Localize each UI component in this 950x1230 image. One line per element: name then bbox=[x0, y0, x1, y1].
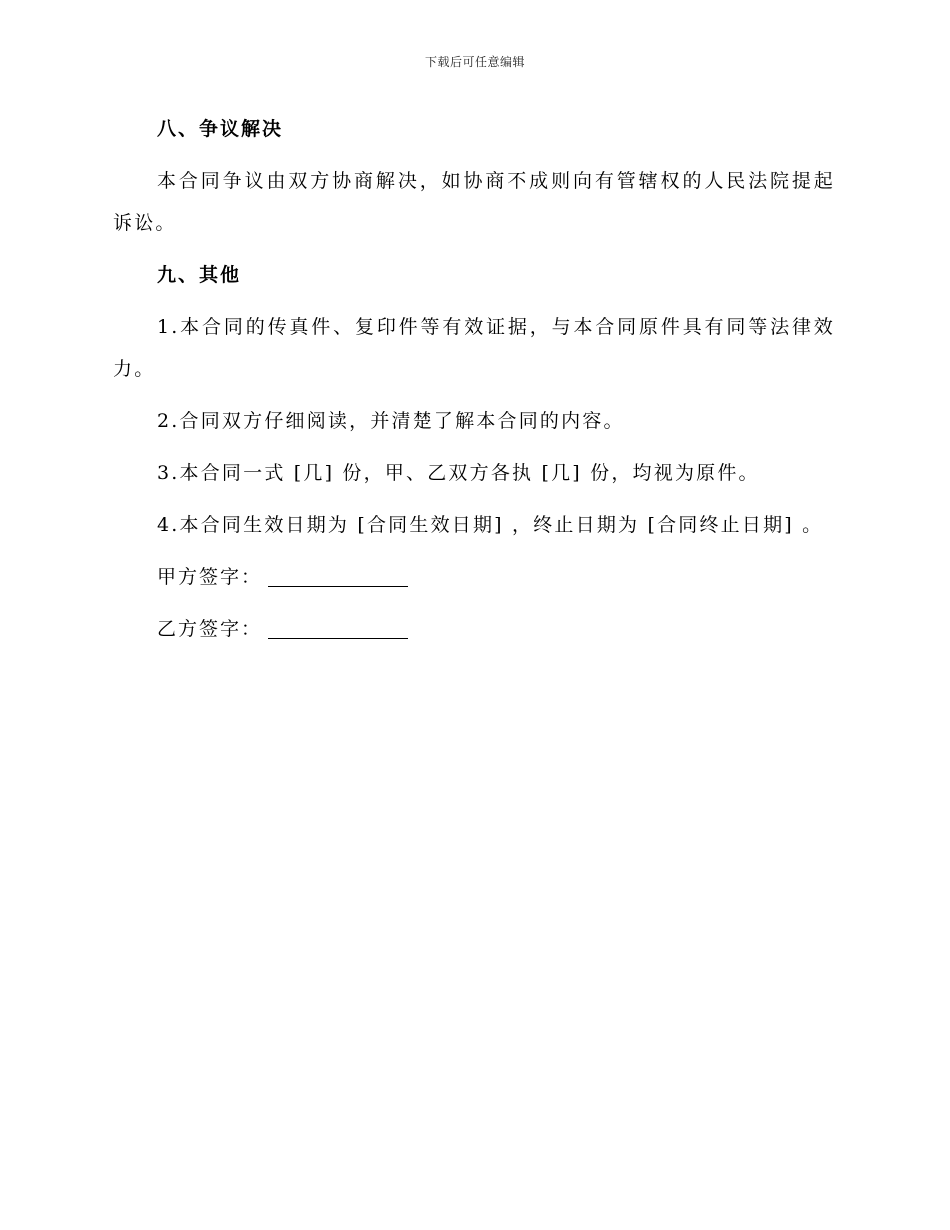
dispute-resolution-paragraph: 本合同争议由双方协商解决，如协商不成则向有管辖权的人民法院提起诉讼。 bbox=[113, 170, 835, 234]
other-item-3: 3.本合同一式 [几] 份，甲、乙双方各执 [几] 份，均视为原件。 bbox=[157, 462, 760, 484]
other-item-1: 1.本合同的传真件、复印件等有效证据，与本合同原件具有同等法律效力。 bbox=[113, 316, 835, 380]
party-b-signature-line bbox=[113, 608, 835, 650]
party-b-signature-label: 乙方签字： bbox=[157, 618, 263, 640]
document-body bbox=[113, 108, 835, 660]
other-item-2: 2.合同双方仔细阅读，并清楚了解本合同的内容。 bbox=[157, 410, 625, 432]
section-heading-dispute-resolution: 八、争议解决 bbox=[157, 118, 284, 140]
other-item-4: 4.本合同生效日期为 [合同生效日期] ，终止日期为 [合同终止日期] 。 bbox=[157, 514, 824, 536]
party-b-signature-blank bbox=[268, 616, 408, 639]
party-a-signature-blank bbox=[268, 564, 408, 587]
party-a-signature-label: 甲方签字： bbox=[157, 566, 263, 588]
party-a-signature-line bbox=[113, 556, 835, 598]
header-note: 下载后可任意编辑 bbox=[424, 55, 525, 69]
section-heading-other: 九、其他 bbox=[157, 264, 242, 286]
